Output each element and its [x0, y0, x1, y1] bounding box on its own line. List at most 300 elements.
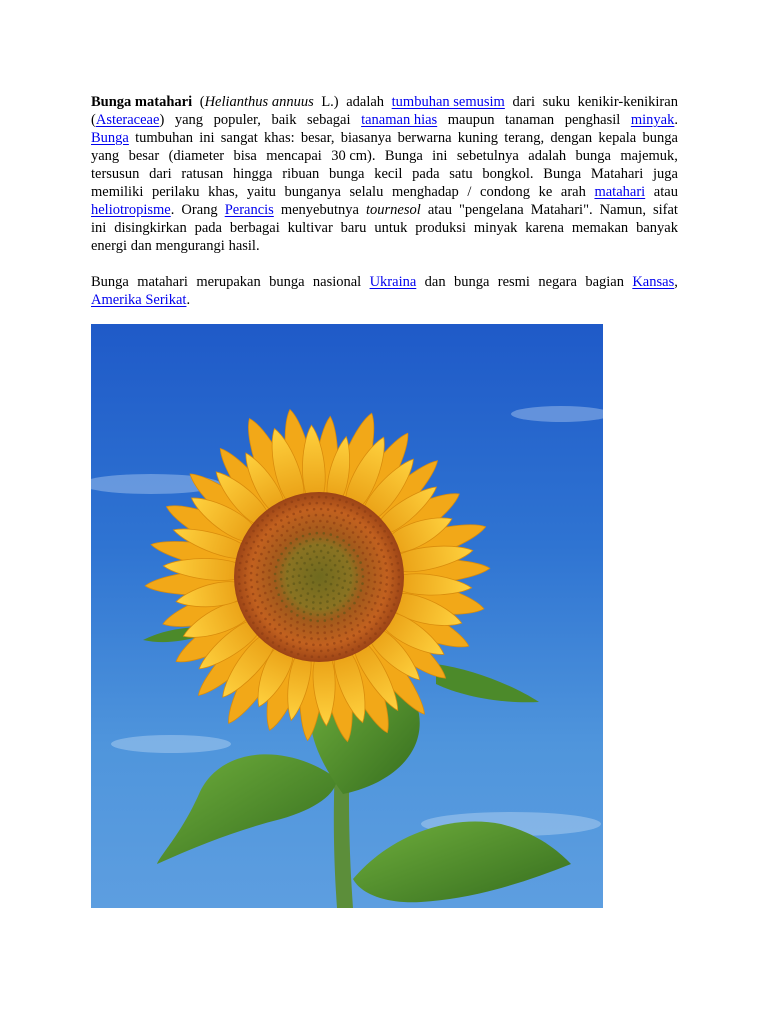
word: dari	[149, 166, 172, 182]
seed-dot	[305, 643, 308, 646]
seed-dot	[358, 507, 361, 510]
seed-dot	[336, 529, 339, 532]
word	[631, 111, 678, 129]
word: Bunga	[91, 274, 129, 290]
seed-dot	[373, 547, 376, 550]
seed-dot	[341, 646, 344, 649]
seed-dot	[350, 622, 353, 625]
seed-dot	[368, 601, 371, 604]
word: condong	[480, 184, 530, 200]
word: matahari	[137, 274, 188, 290]
paragraph-1-line-5	[91, 165, 678, 183]
seed-dot	[295, 589, 298, 592]
seed-dot	[339, 544, 342, 547]
word: sebetulnya	[456, 148, 519, 164]
seed-dot	[339, 600, 342, 603]
seed-dot	[238, 583, 241, 586]
seed-dot	[259, 620, 262, 623]
seed-dot	[276, 515, 279, 518]
seed-dot	[370, 628, 373, 631]
seed-dot	[295, 505, 298, 508]
seed-dot	[248, 616, 251, 619]
word: adalah	[346, 94, 385, 110]
seed-dot	[353, 541, 356, 544]
word: negara	[538, 274, 577, 290]
seed-dot	[347, 644, 350, 647]
seed-dot	[352, 531, 355, 534]
seed-dot	[243, 603, 246, 606]
seed-dot	[378, 560, 381, 563]
word: produksi	[415, 220, 466, 236]
seed-dot	[316, 502, 319, 505]
seed-dot	[364, 526, 367, 529]
seed-dot	[307, 592, 310, 595]
seed-dot	[308, 515, 311, 518]
seed-dot	[349, 522, 352, 525]
word: bongkol.	[482, 166, 534, 182]
seed-dot	[362, 575, 365, 578]
seed-dot	[278, 623, 281, 626]
seed-dot	[257, 545, 260, 548]
seed-dot	[374, 581, 377, 584]
seed-dot	[352, 503, 355, 506]
seed-dot	[357, 624, 360, 627]
seed-dot	[368, 572, 371, 575]
seed-dot	[362, 516, 365, 519]
seed-dot	[267, 598, 270, 601]
seed-dot	[371, 560, 374, 563]
seed-dot	[311, 655, 314, 658]
seed-dot	[338, 592, 341, 595]
seed-dot	[302, 528, 305, 531]
link-bunga[interactable]: Bunga	[91, 130, 129, 146]
seed-dot	[329, 527, 332, 530]
word	[91, 111, 164, 129]
seed-dot	[330, 546, 333, 549]
seed-dot	[322, 514, 325, 517]
word: bagian	[585, 274, 624, 290]
seed-dot	[261, 632, 264, 635]
seed-dot	[244, 581, 247, 584]
seed-dot	[337, 615, 340, 618]
seed-dot	[281, 600, 284, 603]
seed-dot	[347, 588, 350, 591]
seed-dot	[389, 556, 392, 559]
seed-dot	[348, 536, 351, 539]
seed-dot	[275, 587, 278, 590]
seed-dot	[272, 556, 275, 559]
seed-dot	[379, 582, 382, 585]
word: tersusun	[91, 166, 140, 182]
seed-dot	[290, 631, 293, 634]
paragraph-1-line-6	[91, 183, 678, 201]
seed-dot	[320, 596, 323, 599]
seed-dot	[302, 535, 305, 538]
seed-dot	[356, 574, 359, 577]
seed-dot	[338, 577, 341, 580]
word	[91, 201, 174, 219]
seed-dot	[337, 622, 340, 625]
word: penghasil	[564, 112, 621, 128]
seed-dot	[299, 510, 302, 513]
seed-dot	[316, 626, 319, 629]
seed-dot	[369, 621, 372, 624]
seed-dot	[330, 569, 333, 572]
seed-dot	[315, 514, 318, 517]
seed-dot	[323, 556, 326, 559]
seed-dot	[333, 642, 336, 645]
seed-dot	[325, 588, 328, 591]
seed-dot	[347, 514, 350, 517]
seed-dot	[262, 578, 265, 581]
seed-dot	[290, 591, 293, 594]
seed-dot	[375, 623, 378, 626]
word: khas,	[208, 184, 239, 200]
link-amerika-serikat[interactable]: Amerika Serikat	[91, 292, 187, 308]
seed-dot	[260, 612, 263, 615]
seed-dot	[317, 638, 320, 641]
seed-dot	[355, 526, 358, 529]
link-heliotropisme[interactable]: heliotropisme	[91, 202, 171, 218]
seed-dot	[286, 570, 289, 573]
seed-dot	[361, 582, 364, 585]
seed-dot	[330, 533, 333, 536]
word: kepala	[598, 130, 637, 146]
seed-dot	[316, 532, 319, 535]
seed-dot	[373, 567, 376, 570]
seed-dot	[299, 568, 302, 571]
seed-dot	[333, 604, 336, 607]
seed-dot	[282, 511, 285, 514]
word: perilaku	[151, 184, 200, 200]
seed-dot	[243, 548, 246, 551]
word: atau	[653, 184, 678, 200]
seed-dot	[355, 617, 358, 620]
seed-dot	[245, 609, 248, 612]
word: memakan	[571, 220, 629, 236]
seed-dot	[286, 530, 289, 533]
seed-dot	[374, 519, 377, 522]
seed-dot	[342, 605, 345, 608]
seed-dot	[245, 542, 248, 545]
seed-dot	[309, 558, 312, 561]
paragraph-1-line-1	[91, 93, 678, 111]
link-tumbuhan-semusim[interactable]: tumbuhan semusim	[391, 94, 505, 110]
seed-dot	[296, 634, 299, 637]
seed-dot	[324, 580, 327, 583]
word: dan	[130, 238, 152, 254]
seed-dot	[316, 556, 319, 559]
word: Namun,	[599, 202, 646, 218]
seed-dot	[330, 583, 333, 586]
word: minyak	[473, 220, 518, 236]
seed-dot	[385, 569, 388, 572]
seed-dot	[380, 549, 383, 552]
seed-dot	[305, 521, 308, 524]
seed-dot	[334, 648, 337, 651]
seed-dot	[293, 547, 296, 550]
word: mengurangi	[155, 238, 225, 254]
seed-dot	[332, 590, 335, 593]
seed-dot	[285, 613, 288, 616]
word: maupun	[447, 112, 495, 128]
seed-dot	[336, 516, 339, 519]
seed-dot	[271, 535, 274, 538]
seed-dot	[379, 617, 382, 620]
seed-dot	[264, 592, 267, 595]
seed-dot	[318, 590, 321, 593]
seed-dot	[329, 515, 332, 518]
punct: ,	[674, 274, 678, 290]
seed-dot	[245, 560, 248, 563]
seed-dot	[269, 528, 272, 531]
seed-dot	[379, 627, 382, 630]
word: bunga	[642, 130, 678, 146]
seed-dot	[379, 524, 382, 527]
seed-dot	[348, 544, 351, 547]
seed-dot	[320, 550, 323, 553]
seed-dot	[364, 607, 367, 610]
punct: .	[674, 112, 678, 128]
seed-dot	[382, 597, 385, 600]
seed-dot	[354, 587, 357, 590]
seed-dot	[349, 607, 352, 610]
link-tanaman-hias[interactable]: tanaman hias	[361, 112, 438, 128]
seed-dot	[303, 623, 306, 626]
seed-dot	[332, 597, 335, 600]
seed-dot	[266, 514, 269, 517]
seed-dot	[238, 576, 241, 579]
seed-dot	[373, 537, 376, 540]
seed-dot	[349, 554, 352, 557]
seed-dot	[372, 588, 375, 591]
seed-dot	[351, 648, 354, 651]
seed-dot	[284, 503, 287, 506]
seed-dot	[319, 602, 322, 605]
seed-dot	[281, 585, 284, 588]
word: disingkirkan	[114, 220, 187, 236]
seed-dot	[339, 499, 342, 502]
seed-dot	[392, 570, 395, 573]
link-perancis[interactable]: Perancis	[224, 202, 274, 218]
word: adalah	[528, 148, 567, 164]
seed-dot	[325, 564, 328, 567]
seed-dot	[341, 586, 344, 589]
word: L.)	[321, 94, 339, 110]
link-kansas[interactable]: Kansas	[632, 274, 675, 290]
word: juga	[653, 166, 678, 182]
seed-dot	[274, 580, 277, 583]
word: pada	[194, 220, 222, 236]
word: besar,	[300, 130, 335, 146]
seed-dot	[349, 581, 352, 584]
word: bunga	[269, 274, 305, 290]
seed-dot	[358, 645, 361, 648]
word: dengan	[550, 130, 593, 146]
seed-dot	[395, 555, 398, 558]
seed-dot	[288, 508, 291, 511]
seed-dot	[377, 531, 380, 534]
seed-dot	[325, 655, 328, 658]
flower-disk	[234, 492, 404, 662]
seed-dot	[367, 521, 370, 524]
seed-dot	[240, 596, 243, 599]
seed-dot	[352, 634, 355, 637]
seed-dot	[303, 611, 306, 614]
seed-dot	[358, 605, 361, 608]
seed-dot	[343, 612, 346, 615]
seed-dot	[298, 641, 301, 644]
seed-dot	[342, 532, 345, 535]
seed-dot	[292, 645, 295, 648]
seed-dot	[343, 619, 346, 622]
seed-dot	[376, 554, 379, 557]
seed-dot	[277, 593, 280, 596]
seed-dot	[286, 577, 289, 580]
seed-dot	[350, 509, 353, 512]
seed-dot	[362, 552, 365, 555]
seed-dot	[367, 565, 370, 568]
seed-dot	[312, 607, 315, 610]
seed-dot	[285, 636, 288, 639]
seed-dot	[390, 610, 393, 613]
seed-dot	[284, 628, 287, 631]
seed-dot	[395, 597, 398, 600]
seed-dot	[254, 599, 257, 602]
seed-dot	[388, 598, 391, 601]
seed-dot	[299, 581, 302, 584]
link-matahari[interactable]: matahari	[594, 184, 646, 200]
seed-dot	[316, 620, 319, 623]
word: energi	[91, 238, 127, 254]
seed-dot	[359, 561, 362, 564]
seed-dot	[239, 590, 242, 593]
word: sebagai	[307, 112, 351, 128]
seed-dot	[327, 508, 330, 511]
seed-dot	[369, 637, 372, 640]
paren: (	[199, 94, 205, 110]
seed-dot	[306, 552, 309, 555]
seed-dot	[295, 531, 298, 534]
seed-dot	[270, 605, 273, 608]
seed-dot	[287, 584, 290, 587]
seed-dot	[299, 602, 302, 605]
seed-dot	[270, 562, 273, 565]
link-minyak[interactable]: minyak	[630, 112, 675, 128]
seed-dot	[313, 550, 316, 553]
seed-dot	[351, 594, 354, 597]
seed-dot	[309, 619, 312, 622]
seed-dot	[250, 572, 253, 575]
word	[91, 291, 190, 309]
seed-dot	[373, 615, 376, 618]
seed-dot	[345, 632, 348, 635]
seed-dot	[278, 616, 281, 619]
seed-dot	[337, 570, 340, 573]
seed-dot	[381, 537, 384, 540]
seed-dot	[354, 610, 357, 613]
seed-dot	[283, 591, 286, 594]
word: kultivar	[287, 220, 333, 236]
seed-dot	[312, 581, 315, 584]
seed-dot	[278, 506, 281, 509]
link-ukraina[interactable]: Ukraina	[369, 274, 417, 290]
seed-dot	[385, 583, 388, 586]
seed-dot	[367, 586, 370, 589]
seed-dot	[365, 558, 368, 561]
seed-dot	[302, 588, 305, 591]
seed-dot	[346, 527, 349, 530]
seed-dot	[397, 583, 400, 586]
seed-dot	[250, 579, 253, 582]
word: bunga	[329, 166, 365, 182]
sunflower-photo	[91, 324, 603, 908]
seed-dot	[303, 636, 306, 639]
seed-dot	[272, 510, 275, 513]
seed-dot	[272, 641, 275, 644]
seed-dot	[273, 619, 276, 622]
word: kenikir-kenikiran	[577, 94, 678, 110]
seed-dot	[280, 608, 283, 611]
seed-dot	[249, 602, 252, 605]
seed-dot	[323, 532, 326, 535]
leaf-left	[157, 754, 337, 864]
seed-dot	[357, 596, 360, 599]
seed-dot	[268, 583, 271, 586]
seed-dot	[274, 628, 277, 631]
seed-dot	[265, 533, 268, 536]
seed-dot	[256, 627, 259, 630]
seed-dot	[241, 555, 244, 558]
seed-dot	[261, 539, 264, 542]
seed-dot	[380, 603, 383, 606]
seed-dot	[312, 520, 315, 523]
seed-dot	[377, 543, 380, 546]
seed-dot	[292, 557, 295, 560]
seed-dot	[252, 558, 255, 561]
seed-dot	[369, 553, 372, 556]
punct: .	[170, 202, 175, 218]
term-tournesol: tournesol	[366, 202, 421, 218]
seed-dot	[302, 504, 305, 507]
punct: .	[186, 292, 191, 308]
word: ke	[538, 184, 553, 200]
seed-dot	[318, 584, 321, 587]
seed-dot	[318, 656, 321, 659]
seed-dot	[390, 591, 393, 594]
word: Bunga	[543, 166, 582, 182]
paragraph-1-line-7	[91, 201, 678, 219]
seed-dot	[322, 526, 325, 529]
seed-dot	[330, 612, 333, 615]
seed-dot	[320, 650, 323, 653]
word: kecil	[374, 166, 403, 182]
seed-dot	[362, 619, 365, 622]
seed-dot	[334, 510, 337, 513]
seed-dot	[356, 512, 359, 515]
word: berbagai	[229, 220, 280, 236]
seed-dot	[318, 562, 321, 565]
seed-dot	[344, 625, 347, 628]
seed-dot	[295, 538, 298, 541]
seed-dot	[284, 539, 287, 542]
seed-dot	[297, 552, 300, 555]
seed-dot	[387, 550, 390, 553]
link-asteraceae[interactable]: Asteraceae	[95, 112, 160, 128]
seed-dot	[360, 612, 363, 615]
seed-dot	[297, 653, 300, 656]
seed-dot	[297, 498, 300, 501]
